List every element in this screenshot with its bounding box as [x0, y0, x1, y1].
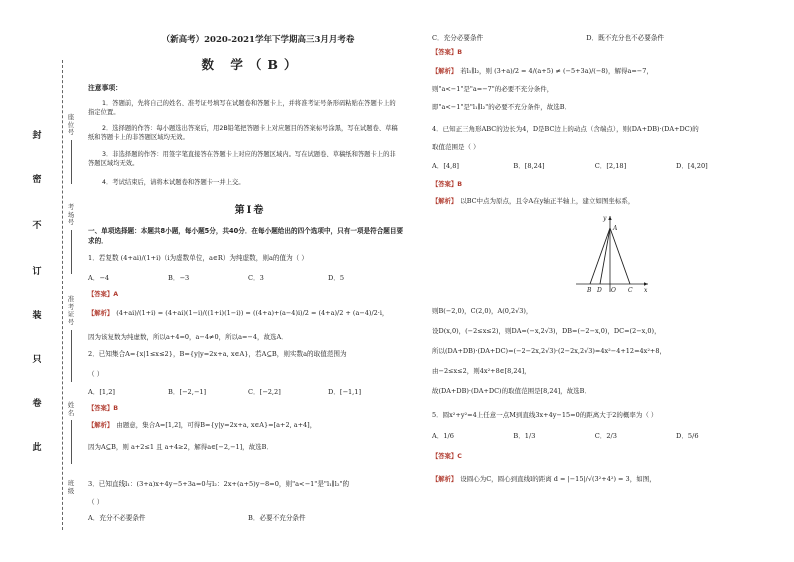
segment-ab	[590, 228, 610, 284]
seal-char: 卷	[30, 396, 44, 409]
q2-paren: （ ）	[88, 370, 104, 378]
admission-number-label: 准考证号	[67, 295, 75, 326]
q2-answer: 【答案】B	[88, 405, 118, 412]
seal-char: 装	[30, 308, 44, 321]
q4-line: 则B(−2,0)，C(2,0)，A(0,2√3)，	[432, 307, 533, 315]
q2-analysis: 【解析】 由题意，集合A=[1,2]，可得B={y|y=2x+a, x∈A}=[a+2, a+4]，	[88, 421, 317, 429]
option: C．3	[248, 274, 264, 282]
volume-heading: 第Ⅰ卷	[234, 205, 266, 216]
note-item: 3．非选择题的作答：用签字笔直接答在答题卡上对应的答题区域内。写在试题卷、草稿纸和答题卡上的非答题区域均无效。	[88, 151, 396, 168]
class-label: 班级	[67, 479, 75, 495]
question-2: 2．已知集合A={x|1≤x≤2}，B={y|y=2x+a, x∈A}，若A⊆B，则实数a的取值范围为	[88, 350, 347, 358]
option: D．[−1,1]	[328, 388, 362, 396]
answer-value: C	[457, 453, 462, 460]
q4-line: 设D(x,0)，(−2≤x≤2)，则DA=(−x,2√3)，DB=(−2−x,0)，DC=(2−x,0)，	[432, 327, 661, 335]
y-axis-arrow	[608, 216, 611, 220]
seal-char: 订	[30, 264, 44, 277]
q3-answer: 【答案】B	[432, 49, 462, 56]
question-4: 4．已知正三角形ABC的边长为4，D是BC边上的动点（含端点），则(DA+DB)·(DA+DC)的	[432, 125, 699, 133]
label-y: y	[603, 215, 607, 222]
label-c: C	[628, 287, 633, 294]
q1-options	[88, 274, 406, 283]
fill-line	[71, 140, 72, 184]
option: D．5/6	[676, 432, 699, 440]
q3-paren: （ ）	[88, 498, 104, 506]
q4-analysis: 【解析】 以BC中点为原点，且令A在y轴正半轴上，建立如图坐标系，	[432, 197, 635, 205]
option: B．[−2,−1]	[168, 388, 207, 396]
name-label: 姓名	[67, 401, 75, 417]
question-3: 3．已知直线l₁：(3+a)x+4y−5+3a=0与l₂：2x+(a+5)y−8=0，则"a<−1"是"l₁∥l₂"的	[88, 480, 350, 488]
fill-line	[71, 230, 72, 274]
option: B．−3	[168, 274, 190, 282]
q5-options	[432, 432, 750, 441]
exam-title: （新高考）2020-2021学年下学期高三3月月考卷	[161, 35, 355, 45]
option: D．5	[328, 274, 345, 282]
option: A．1/6	[432, 432, 454, 440]
note-item: 4．考试结束后，请将本试题卷和答题卡一并上交。	[102, 179, 245, 186]
label-x: x	[644, 287, 648, 294]
option: C．2/3	[594, 432, 617, 440]
answer-value: B	[457, 49, 462, 56]
question-5: 5．圆x²+y²=4上任意一点M到直线3x+4y−15=0的距离大于2的概率为（ ）	[432, 411, 658, 419]
option: B．1/3	[513, 432, 536, 440]
option: D．[4,20]	[676, 162, 708, 170]
option: D．既不充分也不必要条件	[586, 34, 665, 42]
q4-answer: 【答案】B	[432, 181, 462, 188]
option: C．充分必要条件	[432, 34, 484, 42]
q5-analysis: 【解析】 设圆心为C，圆心到直线l的距离 d = |−15|/√(3²+4²) = 3，如图，	[432, 475, 656, 483]
q5-answer: 【答案】C	[432, 453, 462, 460]
q1-analysis-2: 因为该复数为纯虚数，所以a+4=0，a−4≠0，所以a=−4，故选A．	[88, 333, 288, 341]
question-4-cont: 取值范围是（ ）	[432, 143, 480, 151]
subject-title: 数 学（B）	[201, 57, 303, 72]
label-b: B	[587, 287, 592, 294]
q1-answer: 【答案】A	[88, 291, 119, 298]
option: A．[4,8]	[432, 162, 459, 170]
seal-char: 封	[30, 128, 44, 141]
answer-value: B	[457, 181, 462, 188]
option: A．−4	[88, 274, 110, 282]
option: A．充分不必要条件	[88, 514, 146, 522]
seal-char: 密	[30, 172, 44, 185]
seat-number-label: 座位号	[67, 113, 75, 136]
option: C．[2,18]	[594, 162, 627, 170]
notes-heading: 注意事项：	[88, 84, 122, 92]
option: B．必要不充分条件	[248, 514, 306, 522]
q4-options	[432, 162, 750, 171]
option: B．[8,24]	[513, 162, 545, 170]
binding-margin	[0, 0, 80, 562]
fill-line	[71, 420, 72, 464]
section-heading: 一、单项选择题：本题共8小题，每小题5分，共40分．在每小题给出的四个选项中，只有一项是符合题目要求的．	[88, 227, 404, 245]
option: A．[1,2]	[88, 388, 115, 396]
q3-analysis: 【解析】 若l₁∥l₂，则 (3+a)/2 = 4/(a+5) ≠ (−5+3a)/(−8)，解得a=−7，	[432, 67, 653, 75]
q3-options-cd	[432, 34, 750, 43]
seal-dashed-line	[62, 60, 63, 530]
seal-char: 不	[30, 218, 44, 231]
q2-analysis-2: 因为A⊆B，则 a+2≤1 且 a+4≥2，解得a∈[−2,−1]，故选B．	[88, 443, 273, 451]
x-axis-arrow	[644, 282, 648, 285]
q3-options-ab	[88, 514, 406, 523]
label-o: O	[611, 287, 616, 294]
segment-ad	[600, 228, 610, 284]
option: C．[−2,2]	[248, 388, 281, 396]
note-item: 2．选择题的作答：每小题选出答案后，用2B铅笔把答题卡上对应题目的答案标号涂黑，写在试题卷、草稿纸和答题卡上的非答题区域均无效。	[88, 125, 398, 142]
q4-line: 故(DA+DB)·(DA+DC)的取值范围是[8,24]，故选B．	[432, 387, 591, 395]
q4-line: 所以(DA+DB)·(DA+DC)=(−2−2x,2√3)·(2−2x,2√3)=4x²−4+12=4x²+8，	[432, 347, 666, 355]
seal-char: 此	[30, 440, 44, 453]
q2-options	[88, 388, 406, 397]
question-1: 1．若复数 (4+ai)/(1+i)（i为虚数单位，a∈R）为纯虚数，则a的值为（ ）	[88, 254, 308, 262]
label-a: A	[613, 225, 618, 232]
label-d: D	[597, 287, 602, 294]
q3-analysis-2: 则"a<−1"是"a=−7"的必要不充分条件，	[432, 85, 554, 93]
exam-room-label: 考场号	[67, 203, 75, 226]
q3-analysis-3: 即"a<−1"是"l₁∥l₂"的必要不充分条件，故选B．	[432, 103, 572, 111]
q4-line: 由−2≤x≤2，则4x²+8∈[8,24]，	[432, 367, 531, 375]
seal-char: 只	[30, 352, 44, 365]
q1-analysis: 【解析】 (4+ai)/(1+i) = (4+ai)(1−i)/((1+i)(1−i)) = ((4+a)+(a−4)i)/2 = (4+a)/2 + (a−4)/2·i，	[88, 309, 389, 317]
note-item: 1．答题前，先将自己的姓名、准考证号填写在试题卷和答题卡上，并将准考证号条形码粘贴在答题卡上的指定位置。	[88, 100, 396, 117]
coordinate-figure	[572, 212, 652, 296]
answer-value: A	[113, 291, 119, 298]
segment-ac	[610, 228, 630, 284]
fill-line	[71, 330, 72, 382]
answer-value: B	[113, 405, 118, 412]
